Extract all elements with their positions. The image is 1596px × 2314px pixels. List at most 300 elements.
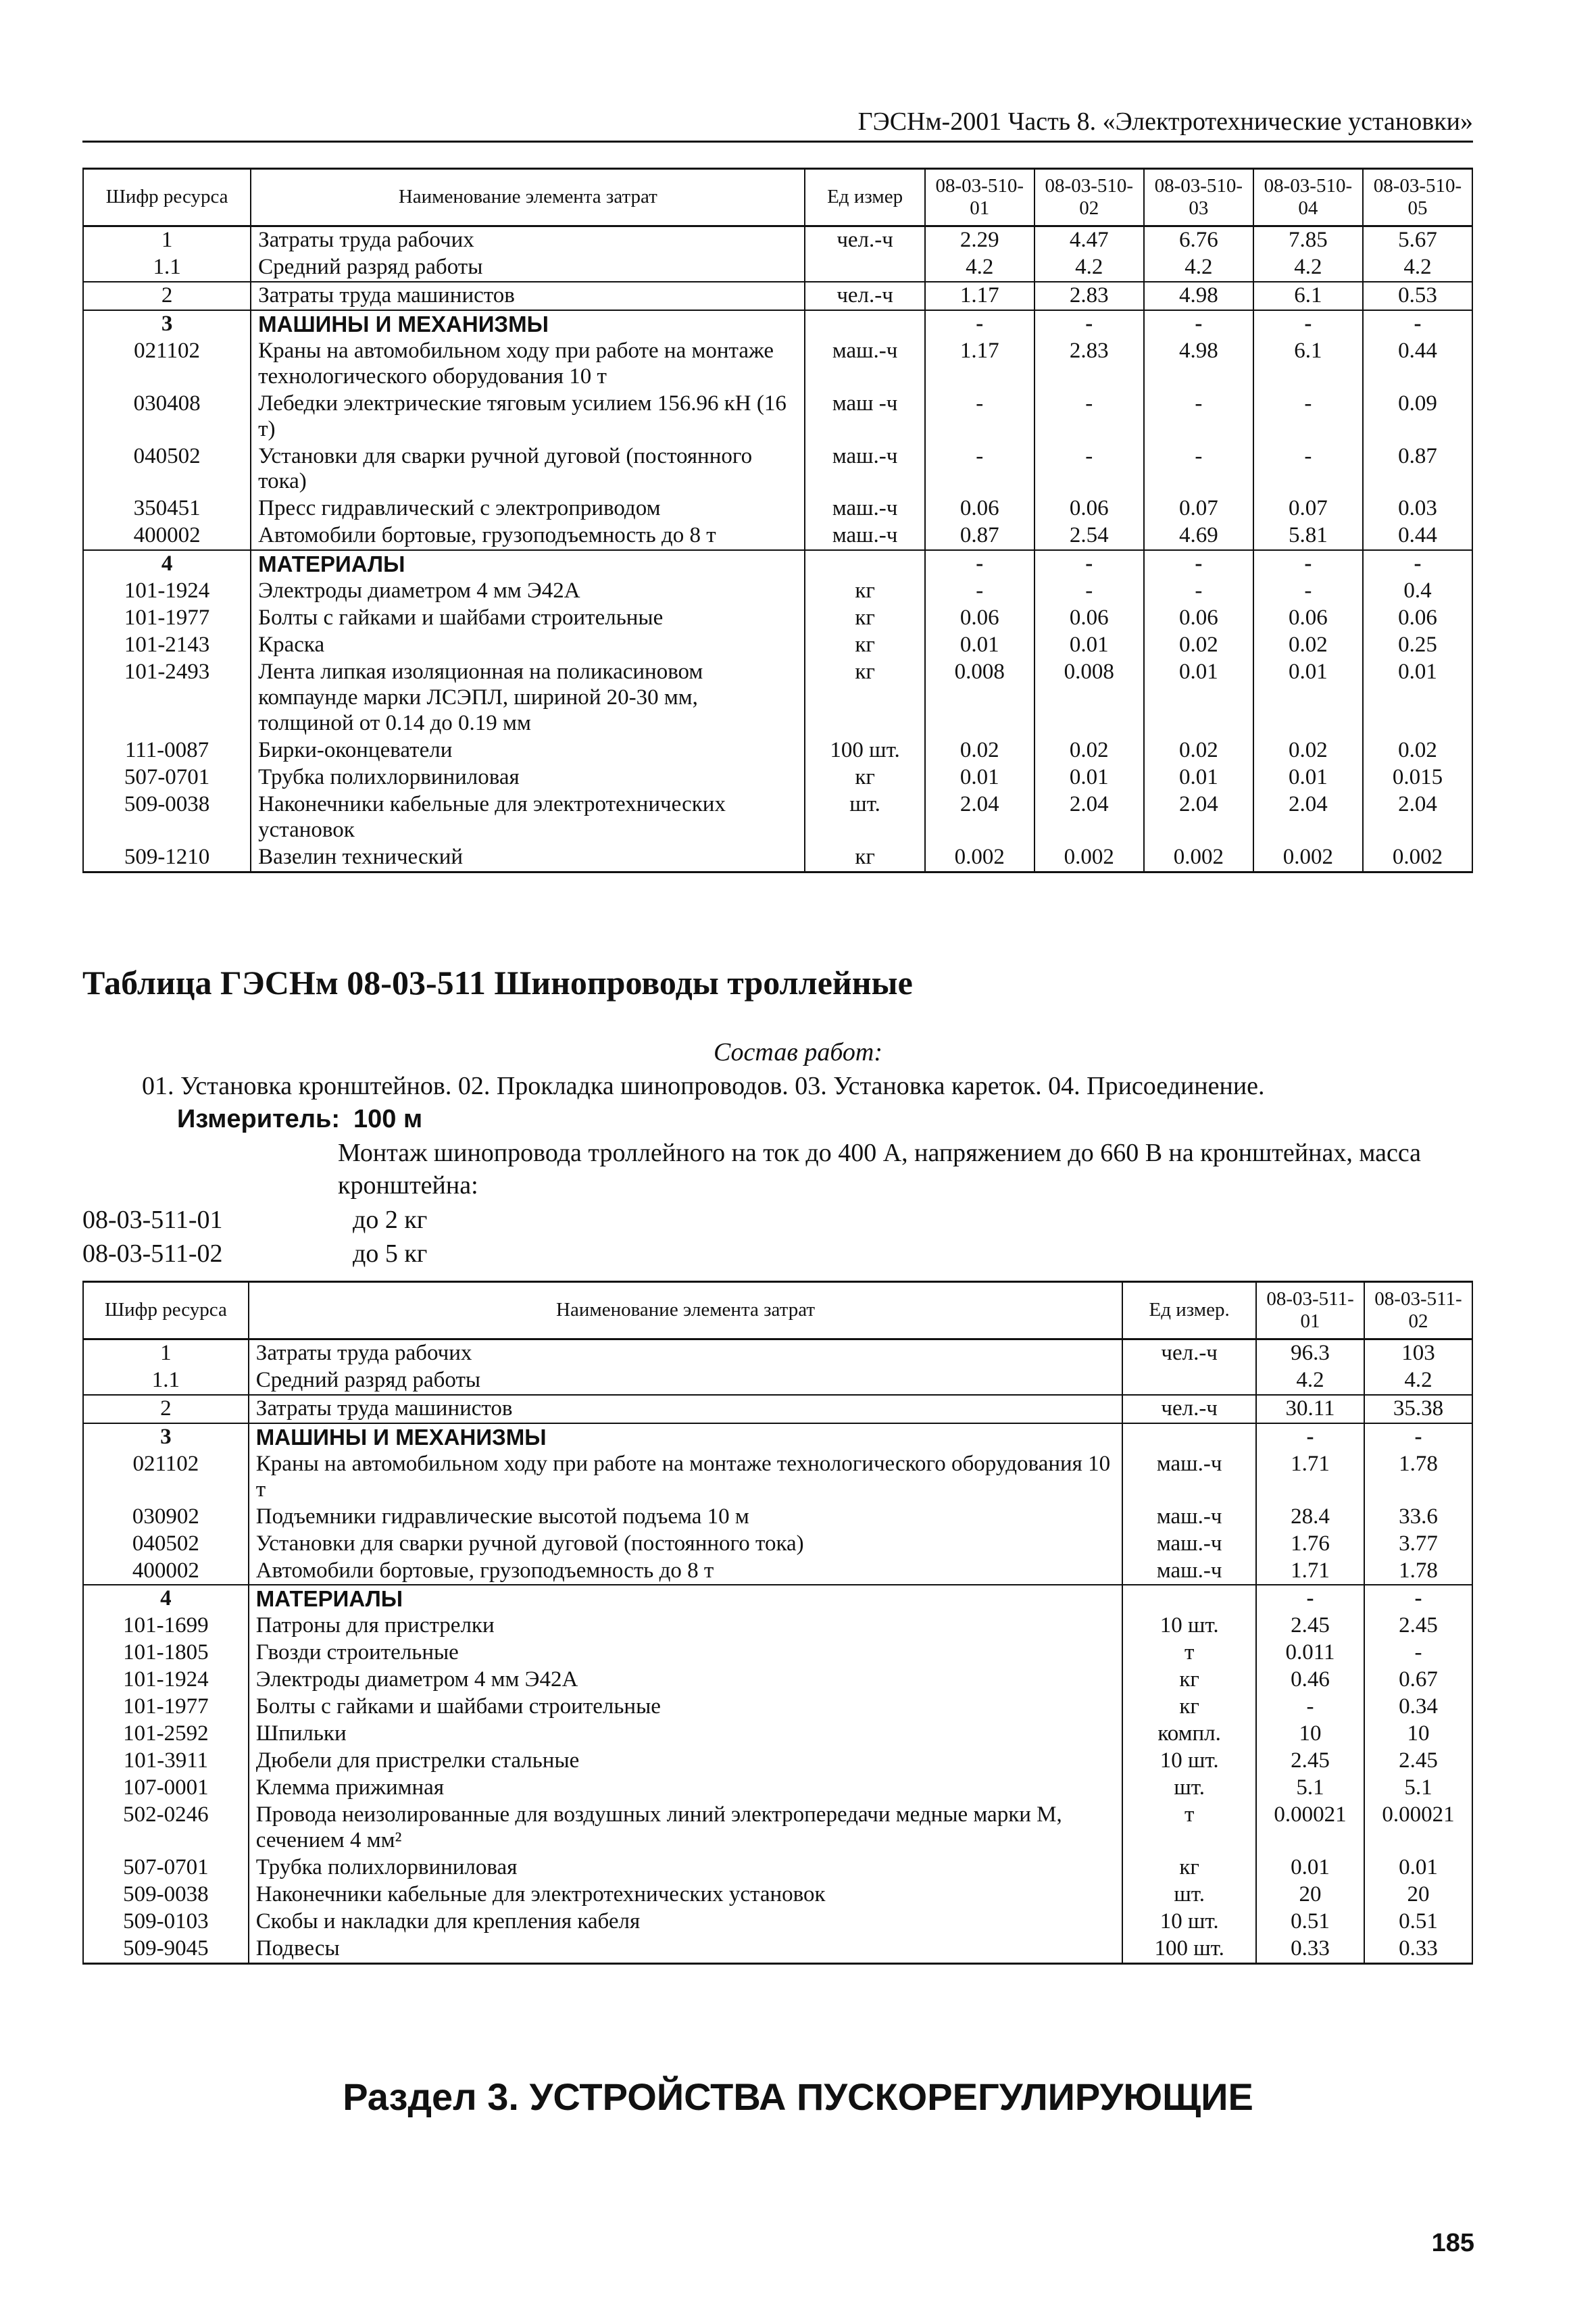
- value-cell: 2.45: [1256, 1613, 1364, 1640]
- value-cell: 4.69: [1144, 522, 1253, 550]
- resource-code-cell: 101-1699: [83, 1613, 249, 1640]
- unit-cell: шт.: [1122, 1881, 1256, 1909]
- unit-cell: [805, 310, 924, 338]
- value-cell: 5.81: [1253, 522, 1363, 550]
- value-cell: 0.07: [1144, 495, 1253, 522]
- unit-cell: кг: [1122, 1694, 1256, 1721]
- column-header-code: Шифр ресурса: [83, 169, 251, 226]
- resource-name-cell: Бирки-оконцеватели: [251, 737, 805, 764]
- resource-code-cell: 101-3911: [83, 1748, 249, 1775]
- resource-code-cell: 4: [83, 1585, 249, 1613]
- unit-cell: маш.-ч: [805, 495, 924, 522]
- meter-label: Измеритель:: [177, 1105, 340, 1133]
- resource-code-cell: 021102: [83, 1451, 249, 1504]
- value-cell: 0.33: [1256, 1936, 1364, 1963]
- resource-code-cell: 1.1: [83, 254, 251, 282]
- value-cell: 0.00021: [1256, 1802, 1364, 1854]
- table-row: [83, 282, 1472, 310]
- value-cell: 0.4: [1363, 578, 1472, 605]
- table-row: [83, 550, 1472, 578]
- value-cell: 2.45: [1364, 1613, 1472, 1640]
- unit-cell: кг: [805, 605, 924, 632]
- unit-cell: кг: [805, 659, 924, 737]
- resource-code-cell: 4: [83, 550, 251, 578]
- table-body: [83, 1339, 1472, 1964]
- table-row: [83, 605, 1472, 632]
- column-header-variant: 08-03-510-01: [925, 169, 1034, 226]
- unit-cell: т: [1122, 1640, 1256, 1667]
- value-cell: -: [1034, 391, 1144, 443]
- table-row: [83, 1395, 1472, 1423]
- variant-code: 08-03-511-02: [82, 1239, 223, 1268]
- value-cell: 0.53: [1363, 282, 1472, 310]
- unit-cell: компл.: [1122, 1721, 1256, 1748]
- table-row: [83, 578, 1472, 605]
- table-row: [83, 226, 1472, 254]
- value-cell: 0.02: [1253, 632, 1363, 659]
- resource-code-cell: 509-1210: [83, 844, 251, 872]
- variant-line: [82, 1239, 427, 1269]
- resource-name-cell: Клемма прижимная: [249, 1775, 1122, 1802]
- table-row: [83, 764, 1472, 791]
- resource-table-510: [82, 168, 1473, 873]
- resource-name-cell: МАШИНЫ И МЕХАНИЗМЫ: [251, 310, 805, 338]
- value-cell: -: [1144, 310, 1253, 338]
- value-cell: 4.98: [1144, 282, 1253, 310]
- resource-name-cell: Скобы и накладки для крепления кабеля: [249, 1909, 1122, 1936]
- value-cell: 6.1: [1253, 338, 1363, 391]
- resource-code-cell: 502-0246: [83, 1802, 249, 1854]
- value-cell: -: [1034, 443, 1144, 496]
- value-cell: -: [925, 310, 1034, 338]
- table-row: [83, 310, 1472, 338]
- value-cell: 4.2: [925, 254, 1034, 282]
- value-cell: 0.51: [1364, 1909, 1472, 1936]
- value-cell: 0.02: [1034, 737, 1144, 764]
- value-cell: 2.04: [1144, 791, 1253, 844]
- value-cell: 0.01: [925, 764, 1034, 791]
- meter: [177, 1105, 422, 1134]
- column-header-code: Шифр ресурса: [83, 1282, 249, 1339]
- value-cell: 0.01: [925, 632, 1034, 659]
- variant-code: 08-03-511-01: [82, 1206, 223, 1234]
- value-cell: 0.002: [1144, 844, 1253, 872]
- value-cell: -: [1363, 310, 1472, 338]
- table-row: [83, 1936, 1472, 1963]
- value-cell: 0.01: [1253, 764, 1363, 791]
- resource-name-cell: Дюбели для пристрелки стальные: [249, 1748, 1122, 1775]
- value-cell: 4.2: [1034, 254, 1144, 282]
- resource-name-cell: МАТЕРИАЛЫ: [251, 550, 805, 578]
- table-row: [83, 1881, 1472, 1909]
- table-header-row: [83, 169, 1472, 226]
- value-cell: 0.01: [1256, 1854, 1364, 1881]
- value-cell: 0.02: [1253, 737, 1363, 764]
- value-cell: 10: [1364, 1721, 1472, 1748]
- table-row: [83, 1558, 1472, 1585]
- column-header-name: Наименование элемента затрат: [251, 169, 805, 226]
- unit-cell: [1122, 1585, 1256, 1613]
- resource-code-cell: 101-1805: [83, 1640, 249, 1667]
- value-cell: 0.06: [925, 495, 1034, 522]
- value-cell: 0.44: [1363, 338, 1472, 391]
- resource-name-cell: Затраты труда машинистов: [251, 282, 805, 310]
- table-row: [83, 1667, 1472, 1694]
- resource-name-cell: Автомобили бортовые, грузоподъемность до 8 т: [249, 1558, 1122, 1585]
- value-cell: -: [925, 391, 1034, 443]
- resource-code-cell: 400002: [83, 522, 251, 550]
- value-cell: 4.47: [1034, 226, 1144, 254]
- table-row: [83, 1802, 1472, 1854]
- unit-cell: 10 шт.: [1122, 1748, 1256, 1775]
- table-row: [83, 791, 1472, 844]
- resource-name-cell: Затраты труда рабочих: [251, 226, 805, 254]
- value-cell: -: [925, 443, 1034, 496]
- column-header-variant: 08-03-511-02: [1364, 1282, 1472, 1339]
- value-cell: 0.25: [1363, 632, 1472, 659]
- resource-code-cell: 107-0001: [83, 1775, 249, 1802]
- unit-cell: маш.-ч: [805, 443, 924, 496]
- value-cell: 0.01: [1144, 659, 1253, 737]
- table-row: [83, 1423, 1472, 1451]
- unit-cell: маш.-ч: [1122, 1531, 1256, 1558]
- table-row: [83, 495, 1472, 522]
- resource-code-cell: 101-2592: [83, 1721, 249, 1748]
- value-cell: 0.07: [1253, 495, 1363, 522]
- value-cell: 0.87: [925, 522, 1034, 550]
- unit-cell: шт.: [1122, 1775, 1256, 1802]
- table-row: [83, 254, 1472, 282]
- value-cell: 4.2: [1253, 254, 1363, 282]
- value-cell: 0.33: [1364, 1936, 1472, 1963]
- value-cell: 0.06: [1034, 605, 1144, 632]
- value-cell: 0.01: [1253, 659, 1363, 737]
- table-row: [83, 1585, 1472, 1613]
- value-cell: 1.71: [1256, 1558, 1364, 1585]
- value-cell: 0.02: [1144, 737, 1253, 764]
- resource-table-511: [82, 1281, 1473, 1965]
- table-row: [83, 1367, 1472, 1395]
- unit-cell: кг: [805, 632, 924, 659]
- value-cell: 33.6: [1364, 1504, 1472, 1531]
- variant-text: до 2 кг: [353, 1206, 428, 1234]
- value-cell: 0.002: [1363, 844, 1472, 872]
- resource-code-cell: 040502: [83, 443, 251, 496]
- value-cell: 1.71: [1256, 1451, 1364, 1504]
- value-cell: 20: [1256, 1881, 1364, 1909]
- column-header-unit: Ед измер: [805, 169, 924, 226]
- resource-code-cell: 507-0701: [83, 764, 251, 791]
- resource-code-cell: 3: [83, 1423, 249, 1451]
- resource-code-cell: 2: [83, 1395, 249, 1423]
- value-cell: 0.03: [1363, 495, 1472, 522]
- value-cell: 30.11: [1256, 1395, 1364, 1423]
- unit-cell: маш.-ч: [805, 338, 924, 391]
- table-row: [83, 1640, 1472, 1667]
- composition-title: Состав работ:: [713, 1038, 883, 1066]
- resource-code-cell: 101-1977: [83, 605, 251, 632]
- resource-name-cell: Пресс гидравлический с электроприводом: [251, 495, 805, 522]
- resource-name-cell: Провода неизолированные для воздушных линий электропередачи медные марки М, сечением 4 мм²: [249, 1802, 1122, 1854]
- composition-text: 01. Установка кронштейнов. 02. Прокладка шинопроводов. 03. Установка кареток. 04. Присоединение.: [142, 1072, 1265, 1100]
- resource-code-cell: 350451: [83, 495, 251, 522]
- value-cell: 6.1: [1253, 282, 1363, 310]
- value-cell: 0.02: [1144, 632, 1253, 659]
- unit-cell: кг: [805, 844, 924, 872]
- table-row: [83, 632, 1472, 659]
- unit-cell: маш -ч: [805, 391, 924, 443]
- value-cell: 2.29: [925, 226, 1034, 254]
- unit-cell: [1122, 1423, 1256, 1451]
- resource-name-cell: Автомобили бортовые, грузоподъемность до 8 т: [251, 522, 805, 550]
- table-row: [83, 659, 1472, 737]
- value-cell: 0.87: [1363, 443, 1472, 496]
- value-cell: 0.06: [1144, 605, 1253, 632]
- resource-code-cell: 030902: [83, 1504, 249, 1531]
- value-cell: -: [1034, 578, 1144, 605]
- table-row: [83, 522, 1472, 550]
- value-cell: 2.04: [1253, 791, 1363, 844]
- resource-name-cell: Лебедки электрические тяговым усилием 156.96 кН (16 т): [251, 391, 805, 443]
- table-row: [83, 338, 1472, 391]
- table-row: [83, 1694, 1472, 1721]
- resource-name-cell: Средний разряд работы: [249, 1367, 1122, 1395]
- value-cell: -: [1144, 443, 1253, 496]
- running-header: ГЭСНм-2001 Часть 8. «Электротехнические установки»: [857, 107, 1473, 136]
- value-cell: 0.34: [1364, 1694, 1472, 1721]
- resource-code-cell: 101-2493: [83, 659, 251, 737]
- value-cell: 0.002: [1253, 844, 1363, 872]
- unit-cell: шт.: [805, 791, 924, 844]
- value-cell: 0.06: [925, 605, 1034, 632]
- value-cell: 4.2: [1144, 254, 1253, 282]
- resource-name-cell: Патроны для пристрелки: [249, 1613, 1122, 1640]
- value-cell: -: [1253, 443, 1363, 496]
- resource-code-cell: 101-1977: [83, 1694, 249, 1721]
- value-cell: 0.01: [1144, 764, 1253, 791]
- table-row: [83, 1339, 1472, 1367]
- value-cell: 0.01: [1034, 632, 1144, 659]
- resource-code-cell: 509-0038: [83, 791, 251, 844]
- table-row: [83, 1613, 1472, 1640]
- resource-name-cell: Электроды диаметром 4 мм Э42А: [251, 578, 805, 605]
- resource-name-cell: Краны на автомобильном ходу при работе на монтаже технологического оборудования 10 т: [249, 1451, 1122, 1504]
- column-header-variant: 08-03-510-05: [1363, 169, 1472, 226]
- meter-value: 100 м: [353, 1105, 423, 1133]
- value-cell: 3.77: [1364, 1531, 1472, 1558]
- resource-name-cell: Гвозди строительные: [249, 1640, 1122, 1667]
- resource-name-cell: МАШИНЫ И МЕХАНИЗМЫ: [249, 1423, 1122, 1451]
- value-cell: 7.85: [1253, 226, 1363, 254]
- unit-cell: 10 шт.: [1122, 1613, 1256, 1640]
- value-cell: 0.002: [925, 844, 1034, 872]
- value-cell: 2.54: [1034, 522, 1144, 550]
- unit-cell: [805, 550, 924, 578]
- value-cell: -: [1034, 310, 1144, 338]
- column-header-variant: 08-03-510-03: [1144, 169, 1253, 226]
- value-cell: 2.04: [1034, 791, 1144, 844]
- resource-code-cell: 509-0103: [83, 1909, 249, 1936]
- unit-cell: маш.-ч: [1122, 1451, 1256, 1504]
- table-row: [83, 1721, 1472, 1748]
- unit-cell: кг: [1122, 1854, 1256, 1881]
- value-cell: 5.67: [1363, 226, 1472, 254]
- value-cell: 1.17: [925, 282, 1034, 310]
- value-cell: 28.4: [1256, 1504, 1364, 1531]
- resource-code-cell: 101-1924: [83, 578, 251, 605]
- resource-name-cell: Средний разряд работы: [251, 254, 805, 282]
- unit-cell: чел.-ч: [805, 282, 924, 310]
- value-cell: 0.02: [1363, 737, 1472, 764]
- value-cell: 1.17: [925, 338, 1034, 391]
- resource-code-cell: 1: [83, 1339, 249, 1367]
- resource-name-cell: Установки для сварки ручной дуговой (постоянного тока): [249, 1531, 1122, 1558]
- resource-code-cell: 030408: [83, 391, 251, 443]
- table-row: [83, 443, 1472, 496]
- value-cell: -: [1144, 391, 1253, 443]
- table-row: [83, 1775, 1472, 1802]
- unit-cell: т: [1122, 1802, 1256, 1854]
- value-cell: -: [925, 578, 1034, 605]
- resource-name-cell: Затраты труда рабочих: [249, 1339, 1122, 1367]
- unit-cell: 10 шт.: [1122, 1909, 1256, 1936]
- resource-code-cell: 040502: [83, 1531, 249, 1558]
- resource-code-cell: 2: [83, 282, 251, 310]
- value-cell: -: [1256, 1585, 1364, 1613]
- value-cell: 0.00021: [1364, 1802, 1472, 1854]
- value-cell: 0.46: [1256, 1667, 1364, 1694]
- variant-line: [82, 1205, 427, 1235]
- value-cell: -: [1253, 550, 1363, 578]
- header-rule: [82, 141, 1473, 143]
- value-cell: -: [1253, 391, 1363, 443]
- section-heading: Раздел 3. УСТРОЙСТВА ПУСКОРЕГУЛИРУЮЩИЕ: [343, 2075, 1253, 2118]
- value-cell: 0.51: [1256, 1909, 1364, 1936]
- unit-cell: кг: [805, 578, 924, 605]
- value-cell: 4.2: [1364, 1367, 1472, 1395]
- unit-cell: чел.-ч: [805, 226, 924, 254]
- resource-code-cell: 101-2143: [83, 632, 251, 659]
- unit-cell: кг: [1122, 1667, 1256, 1694]
- table-row: [83, 1909, 1472, 1936]
- value-cell: 2.04: [925, 791, 1034, 844]
- column-header-unit: Ед измер.: [1122, 1282, 1256, 1339]
- table-row: [83, 737, 1472, 764]
- value-cell: 1.78: [1364, 1451, 1472, 1504]
- value-cell: 4.98: [1144, 338, 1253, 391]
- unit-cell: кг: [805, 764, 924, 791]
- value-cell: 0.002: [1034, 844, 1144, 872]
- resource-name-cell: Подвесы: [249, 1936, 1122, 1963]
- unit-cell: маш.-ч: [1122, 1558, 1256, 1585]
- resource-name-cell: Подъемники гидравлические высотой подъема 10 м: [249, 1504, 1122, 1531]
- resource-code-cell: 509-9045: [83, 1936, 249, 1963]
- resource-name-cell: Установки для сварки ручной дуговой (постоянного тока): [251, 443, 805, 496]
- resource-code-cell: 101-1924: [83, 1667, 249, 1694]
- value-cell: -: [1256, 1423, 1364, 1451]
- value-cell: 0.67: [1364, 1667, 1472, 1694]
- value-cell: -: [1253, 578, 1363, 605]
- value-cell: 0.01: [1363, 659, 1472, 737]
- page-number: 185: [1431, 2229, 1474, 2257]
- unit-cell: 100 шт.: [1122, 1936, 1256, 1963]
- resource-name-cell: Шпильки: [249, 1721, 1122, 1748]
- value-cell: 2.45: [1256, 1748, 1364, 1775]
- table-title: Таблица ГЭСНм 08-03-511 Шинопроводы троллейные: [82, 964, 913, 1002]
- unit-cell: 100 шт.: [805, 737, 924, 764]
- value-cell: 2.83: [1034, 282, 1144, 310]
- table-body: [83, 226, 1472, 872]
- value-cell: 96.3: [1256, 1339, 1364, 1367]
- column-header-variant: 08-03-510-04: [1253, 169, 1363, 226]
- resource-name-cell: Болты с гайками и шайбами строительные: [251, 605, 805, 632]
- resource-name-cell: Электроды диаметром 4 мм Э42А: [249, 1667, 1122, 1694]
- table-row: [83, 1531, 1472, 1558]
- value-cell: 0.06: [1253, 605, 1363, 632]
- resource-code-cell: 1: [83, 226, 251, 254]
- resource-name-cell: Лента липкая изоляционная на поликасиновом компаунде марки ЛСЭПЛ, шириной 20-30 мм, толщиной от 0.14 до 0.19 мм: [251, 659, 805, 737]
- value-cell: 4.2: [1363, 254, 1472, 282]
- value-cell: 0.06: [1363, 605, 1472, 632]
- value-cell: -: [925, 550, 1034, 578]
- value-cell: 2.04: [1363, 791, 1472, 844]
- table-row: [83, 1854, 1472, 1881]
- value-cell: 5.1: [1256, 1775, 1364, 1802]
- value-cell: 0.06: [1034, 495, 1144, 522]
- resource-name-cell: Краска: [251, 632, 805, 659]
- value-cell: 10: [1256, 1721, 1364, 1748]
- column-header-variant: 08-03-511-01: [1256, 1282, 1364, 1339]
- value-cell: 0.011: [1256, 1640, 1364, 1667]
- resource-code-cell: 400002: [83, 1558, 249, 1585]
- column-header-variant: 08-03-510-02: [1034, 169, 1144, 226]
- table-header-row: [83, 1282, 1472, 1339]
- value-cell: 0.44: [1363, 522, 1472, 550]
- column-header-name: Наименование элемента затрат: [249, 1282, 1122, 1339]
- value-cell: -: [1364, 1585, 1472, 1613]
- value-cell: 6.76: [1144, 226, 1253, 254]
- unit-cell: [805, 254, 924, 282]
- value-cell: -: [1144, 550, 1253, 578]
- table-row: [83, 844, 1472, 872]
- value-cell: 0.008: [1034, 659, 1144, 737]
- value-cell: 1.76: [1256, 1531, 1364, 1558]
- resource-code-cell: 1.1: [83, 1367, 249, 1395]
- value-cell: 0.09: [1363, 391, 1472, 443]
- value-cell: 2.45: [1364, 1748, 1472, 1775]
- table-row: [83, 1504, 1472, 1531]
- resource-code-cell: 111-0087: [83, 737, 251, 764]
- resource-name-cell: Наконечники кабельные для электротехнических установок: [251, 791, 805, 844]
- table-row: [83, 1451, 1472, 1504]
- unit-cell: маш.-ч: [1122, 1504, 1256, 1531]
- value-cell: 20: [1364, 1881, 1472, 1909]
- resource-name-cell: Трубка полихлорвиниловая: [249, 1854, 1122, 1881]
- value-cell: -: [1363, 550, 1472, 578]
- value-cell: 103: [1364, 1339, 1472, 1367]
- unit-cell: чел.-ч: [1122, 1339, 1256, 1367]
- resource-name-cell: Вазелин технический: [251, 844, 805, 872]
- value-cell: 2.83: [1034, 338, 1144, 391]
- unit-cell: чел.-ч: [1122, 1395, 1256, 1423]
- table-row: [83, 1748, 1472, 1775]
- value-cell: -: [1034, 550, 1144, 578]
- value-cell: 0.008: [925, 659, 1034, 737]
- resource-name-cell: Краны на автомобильном ходу при работе на монтаже технологического оборудования 10 т: [251, 338, 805, 391]
- value-cell: -: [1144, 578, 1253, 605]
- resource-name-cell: Наконечники кабельные для электротехнических установок: [249, 1881, 1122, 1909]
- resource-name-cell: Болты с гайками и шайбами строительные: [249, 1694, 1122, 1721]
